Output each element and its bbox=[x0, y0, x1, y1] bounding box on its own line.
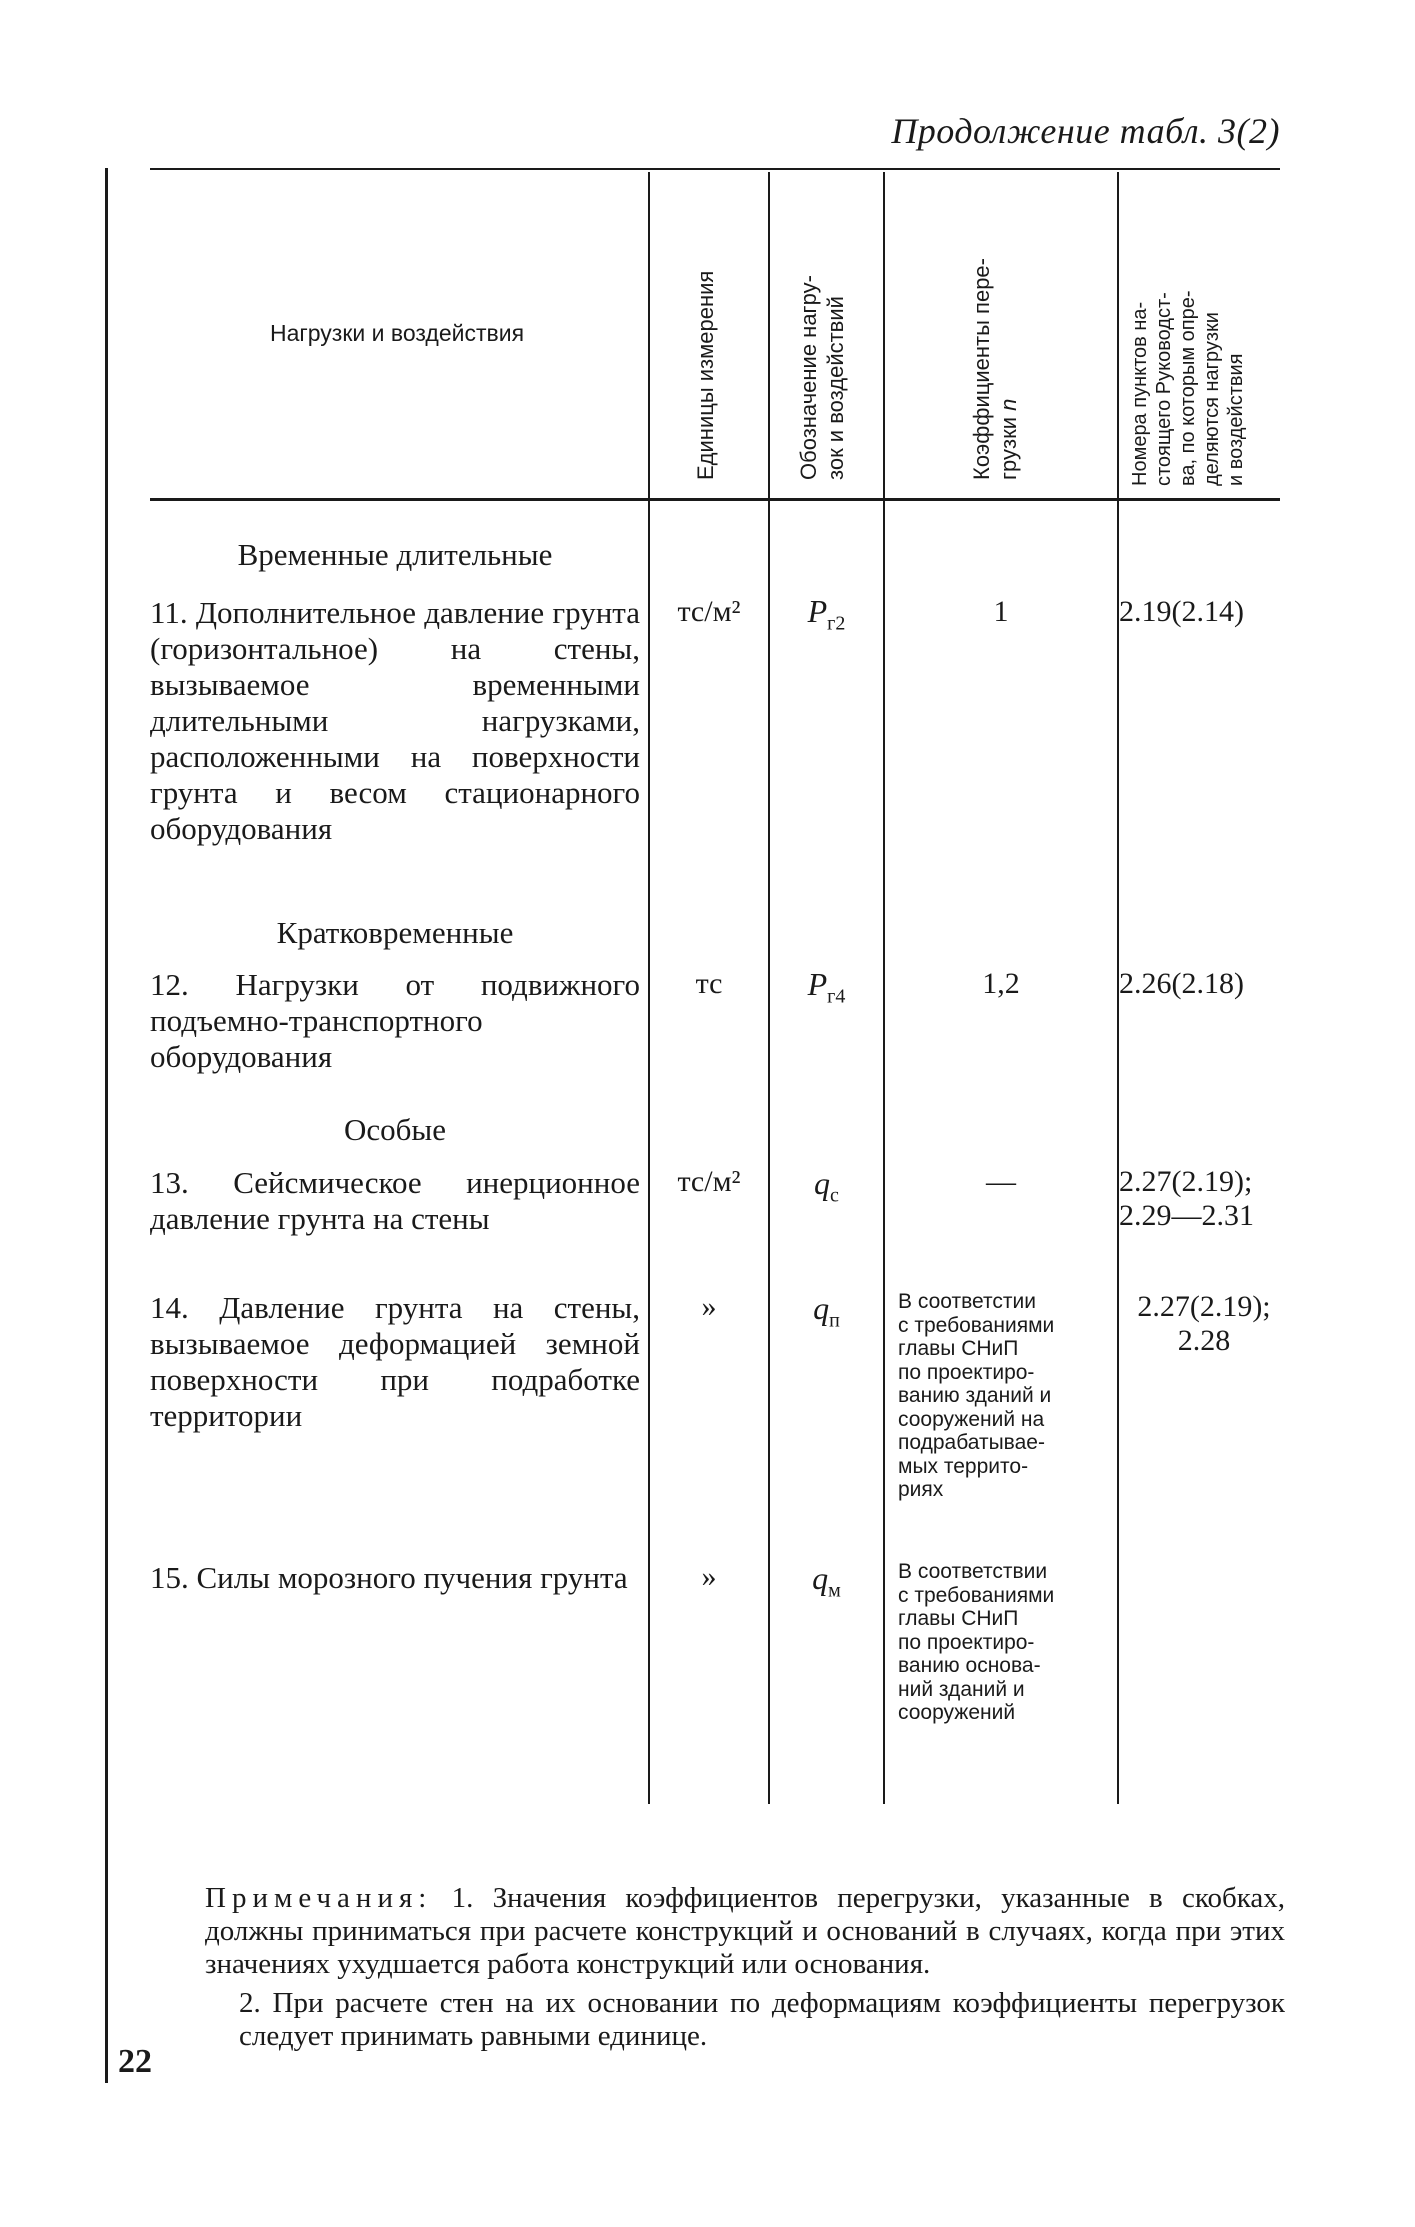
header-coefficient-line1: Коэффициенты пере- bbox=[969, 258, 994, 480]
page-margin-rule bbox=[105, 168, 108, 2083]
table-row-14-unit: » bbox=[701, 1290, 717, 1323]
header-coefficient bbox=[968, 180, 1022, 480]
header-loads: Нагрузки и воздействия bbox=[269, 320, 525, 346]
table-row-13-symbol-sub: с bbox=[830, 1184, 839, 1207]
table-row-12-coef: 1,2 bbox=[982, 967, 1020, 1000]
table-row-12-clause: 2.26(2.18) bbox=[1119, 967, 1244, 1000]
table-row-15-unit: » bbox=[701, 1560, 717, 1593]
table-row-13-coef: — bbox=[986, 1165, 1016, 1198]
table-row-11-coef: 1 bbox=[993, 595, 1009, 628]
section-short-term: Кратковременные bbox=[276, 915, 514, 950]
table-row-15-symbol-main: q bbox=[812, 1560, 829, 1596]
table-row-11-symbol-sub: г2 bbox=[827, 612, 846, 635]
table-top-rule bbox=[150, 168, 1280, 170]
page-number: 22 bbox=[118, 2043, 152, 2080]
notes-block bbox=[205, 1882, 1285, 2059]
table-row-14-coef: В соответстии с требованиями главы СНиП по проектиро- ванию зданий и сооружений на подрабатывае- мых террито- риях bbox=[898, 1290, 1055, 1501]
table-row-13-unit: тс/м² bbox=[677, 1165, 741, 1198]
header-designation: Обозначение нагру- зок и воздействий bbox=[796, 275, 848, 480]
header-coefficient-symbol: n bbox=[996, 398, 1021, 411]
table-row-11-symbol-main: P bbox=[807, 593, 828, 629]
table-row-12-text: 12. Нагрузки от подвижного подъемно-транспортного оборудования bbox=[150, 967, 640, 1074]
table-caption: Продолжение табл. 3(2) bbox=[891, 111, 1280, 151]
table-row-14-symbol-main: q bbox=[813, 1290, 830, 1326]
header-clauses: Номера пунктов на- стоящего Руководст- ва, по которым опре- деляются нагрузки и воздействия bbox=[1129, 290, 1247, 486]
table-row-11-clause: 2.19(2.14) bbox=[1119, 595, 1244, 628]
section-long-term: Временные длительные bbox=[237, 537, 553, 572]
table-row-11-symbol bbox=[770, 593, 883, 635]
table-row-13-symbol bbox=[770, 1165, 883, 1207]
table-row-12-symbol bbox=[770, 966, 883, 1008]
section-special: Особые bbox=[343, 1112, 446, 1147]
table-row-15-symbol bbox=[770, 1560, 883, 1602]
table-row-15-text: 15. Силы морозного пучения грунта bbox=[150, 1560, 628, 1595]
table-row-11-text: 11. Дополнительное давление грунта (горизонтальное) на стены, вызываемое временными длительными нагрузками, расположенными на поверхности грунта и весом стационарного оборудования bbox=[150, 595, 640, 846]
table-row-13-text: 13. Сейсмическое инерционное давление грунта на стены bbox=[150, 1165, 640, 1236]
table-header-rule bbox=[150, 498, 1280, 501]
table-row-12-symbol-sub: г4 bbox=[827, 985, 846, 1008]
table-row-12-unit: тс bbox=[695, 967, 723, 1000]
table-row-13-symbol-main: q bbox=[814, 1165, 831, 1201]
table-row-11-unit: тс/м² bbox=[677, 595, 741, 628]
table-row-14-text: 14. Давление грунта на стены, вызываемое деформацией земной поверхности при подработке территории bbox=[150, 1290, 640, 1433]
header-units: Единицы измерения bbox=[693, 270, 718, 480]
notes-label: Примечания: bbox=[205, 1882, 433, 1914]
table-row-15-symbol-sub: м bbox=[828, 1579, 841, 1602]
table-row-13-clause: 2.27(2.19); 2.29—2.31 bbox=[1119, 1165, 1254, 1232]
note-2: 2. При расчете стен на их основании по деформациям коэффициенты перегрузок следует принимать равными единице. bbox=[239, 1987, 1285, 2052]
table-row-15-coef: В соответствии с требованиями главы СНиП по проектиро- ванию основа- ний зданий и сооружений bbox=[898, 1560, 1055, 1724]
header-coefficient-line2: грузки bbox=[996, 410, 1021, 480]
note-1: 1. Значения коэффициентов перегрузки, указанные в скобках, должны приниматься при расчете конструкций и оснований в случаях, когда при этих значениях ухудшается работа конструкций или основания. bbox=[205, 1882, 1286, 1980]
table-row-14-symbol-sub: п bbox=[829, 1309, 840, 1332]
table-row-12-symbol-main: P bbox=[807, 966, 828, 1002]
table-row-14-symbol bbox=[770, 1290, 883, 1332]
table-row-14-clause: 2.27(2.19); 2.28 bbox=[1137, 1290, 1271, 1357]
